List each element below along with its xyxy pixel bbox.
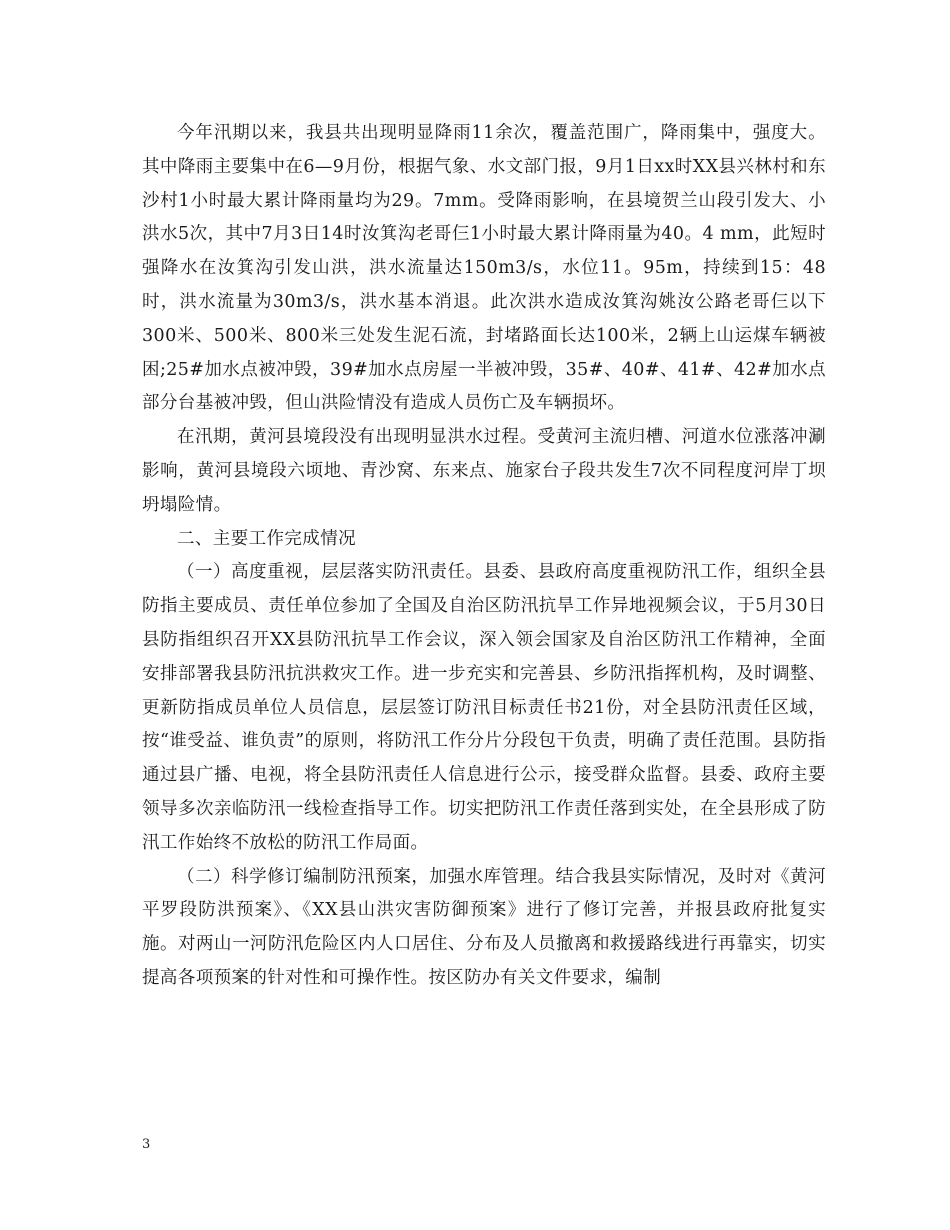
paragraph-responsibility: （一）高度重视，层层落实防汛责任。县委、县政府高度重视防汛工作，组织全县防指主要成员、责任单位参加了全国及自治区防汛抗旱工作异地视频会议，于5月30日县防指组织召开XX县防汛抗旱工作会议，深入领会国家及自治区防汛工作精神，全面安排部署我县防汛抗洪救灾工作。进一步充实和完善县、乡防汛指挥机构，及时调整、更新防指成员单位人员信息，层层签订防汛目标责任书21份，对全县防汛责任区域，按“谁受益、谁负责”的原则，将防汛工作分片分段包干负责，明确了责任范围。县防指通过县广播、电视，将全县防汛责任人信息进行公示，接受群众监督。县委、政府主要领导多次亲临防汛一线检查指导工作。切实把防汛工作责任落到实处，在全县形成了防汛工作始终不放松的防汛工作局面。 bbox=[142, 562, 826, 853]
page-number: 3 bbox=[142, 1137, 151, 1152]
document-body bbox=[142, 117, 826, 996]
section-heading-main-work: 二、主要工作完成情况 bbox=[177, 528, 356, 549]
paragraph-contingency-plans: （二）科学修订编制防汛预案，加强水库管理。结合我县实际情况，及时对《黄河平罗段防洪预案》、《XX县山洪灾害防御预案》进行了修订完善，并报县政府批复实施。对两山一河防汛危险区内人口居住、分布及人员撤离和救援路线进行再靠实，切实提高各项预案的针对性和可操作性。按区防办有关文件要求，编制 bbox=[142, 866, 826, 988]
paragraph-flood-overview: 今年汛期以来，我县共出现明显降雨11余次，覆盖范围广，降雨集中，强度大。其中降雨主要集中在6—9月份，根据气象、水文部门报，9月1日xx时XX县兴林村和东沙村1小时最大累计降雨量均为29。7mm。受降雨影响，在县境贺兰山段引发大、小洪水5次，其中7月3日14时汝箕沟老哥仨1小时最大累计降雨量为40。4 mm，此短时强降水在汝箕沟引发山洪，洪水流量达150m3/s，水位11。95m，持续到15：48时，洪水流量为30m3/s，洪水基本消退。此次洪水造成汝箕沟姚汝公路老哥仨以下300米、500米、800米三处发生泥石流，封堵路面长达100米，2辆上山运煤车辆被困;25#加水点被冲毁，39#加水点房屋一半被冲毁，35#、40#、41#、42#加水点部分台基被冲毁，但山洪险情没有造成人员伤亡及车辆损坏。 bbox=[142, 123, 826, 414]
paragraph-yellow-river: 在汛期，黄河县境段没有出现明显洪水过程。受黄河主流归槽、河道水位涨落冲涮影响，黄河县境段六顷地、青沙窝、东来点、施家台子段共发生7次不同程度河岸丁坝坍塌险情。 bbox=[142, 427, 826, 515]
